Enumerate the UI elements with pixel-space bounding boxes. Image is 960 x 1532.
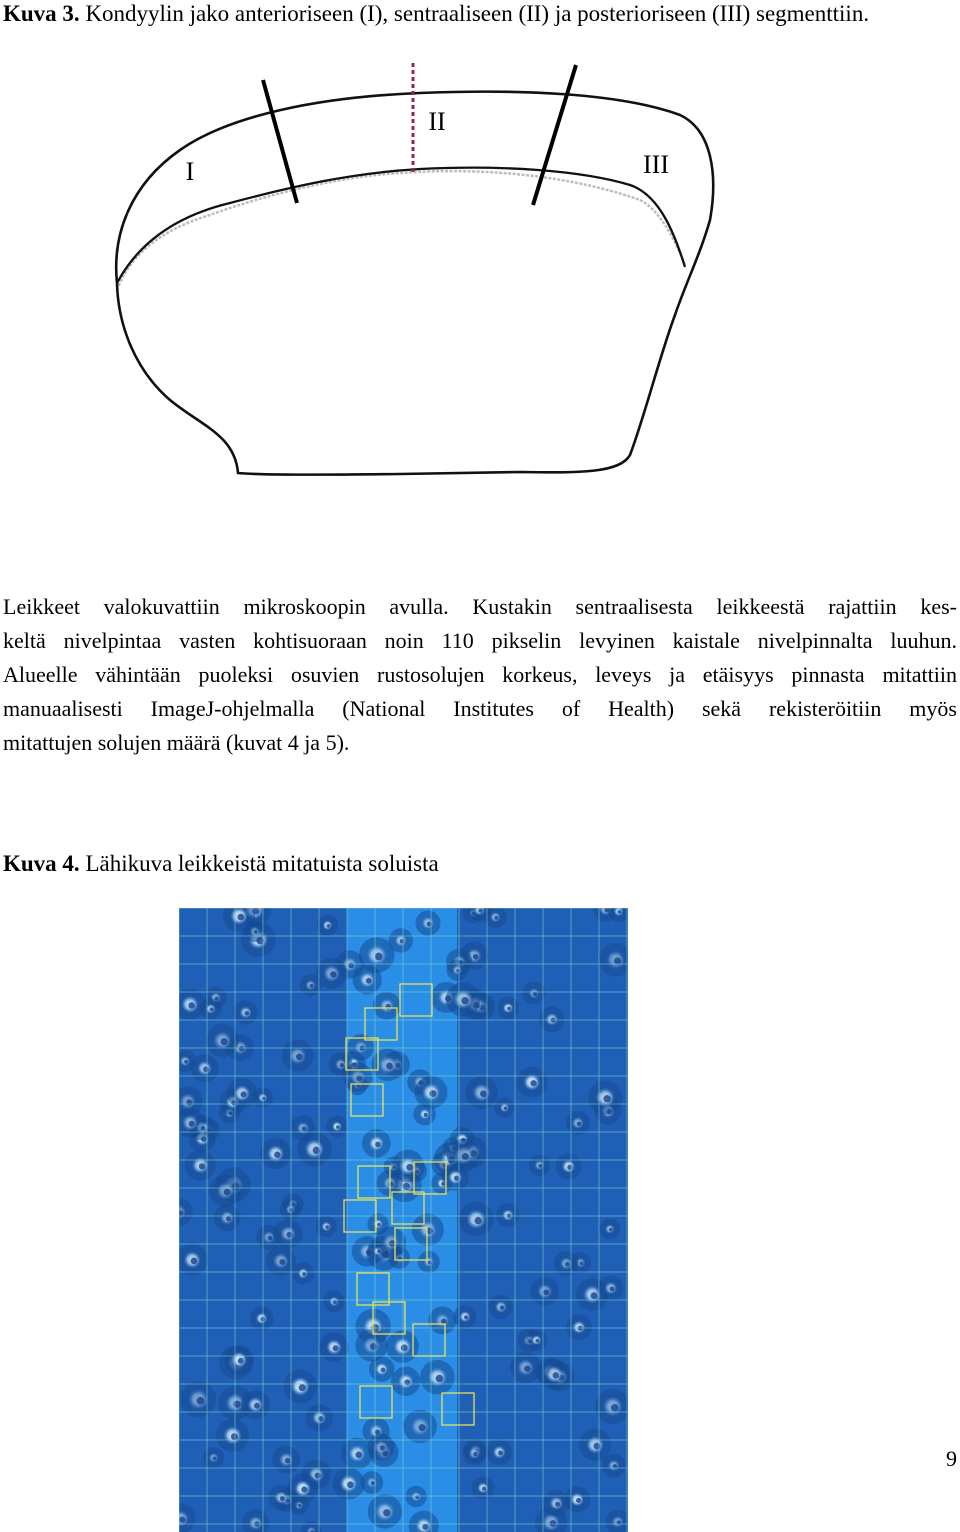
cell-nucleus bbox=[406, 1164, 413, 1171]
cell-nucleus bbox=[375, 1142, 381, 1148]
body-paragraph bbox=[3, 590, 957, 760]
cell-nucleus bbox=[333, 1300, 337, 1304]
cell-nucleus bbox=[237, 914, 244, 921]
cell-nucleus bbox=[179, 1517, 185, 1523]
cell-nucleus bbox=[356, 1451, 363, 1458]
cell-nucleus bbox=[221, 1038, 228, 1045]
cell-nucleus bbox=[401, 1344, 408, 1351]
cell-nucleus bbox=[315, 1472, 321, 1478]
cell-nucleus bbox=[464, 1315, 468, 1319]
paragraph-line: keltä nivelpintaa vasten kohtisuoraan noin 110 pikselin levyinen kaistale nivelpinnalta luuhun. bbox=[3, 628, 957, 653]
cell-nucleus bbox=[370, 1343, 377, 1350]
cell-nucleus bbox=[301, 1486, 307, 1492]
cell-nucleus bbox=[609, 1228, 613, 1232]
cell-nucleus bbox=[533, 992, 537, 996]
cell-nucleus bbox=[403, 1183, 410, 1190]
cell-nucleus bbox=[456, 969, 460, 973]
cell-nucleus bbox=[268, 1236, 273, 1241]
cell-nucleus bbox=[400, 939, 405, 944]
cartilage-surface-line bbox=[117, 171, 685, 290]
cell-nucleus bbox=[567, 1165, 572, 1170]
cell-nucleus bbox=[436, 1375, 443, 1382]
cell-nucleus bbox=[524, 1365, 530, 1371]
cell-nucleus bbox=[210, 1008, 214, 1012]
cell-nucleus bbox=[245, 1011, 250, 1016]
cell-nucleus bbox=[327, 924, 331, 928]
cell-nucleus bbox=[504, 1107, 507, 1110]
cell-nucleus bbox=[191, 1258, 198, 1265]
segment-label-2: II bbox=[428, 107, 446, 136]
cell-nucleus bbox=[296, 1054, 303, 1061]
cell-nucleus bbox=[494, 916, 498, 920]
boundary-line bbox=[117, 168, 685, 283]
cell-nucleus bbox=[386, 1063, 393, 1070]
cell-nucleus bbox=[576, 1498, 581, 1503]
cell-nucleus bbox=[274, 1152, 280, 1158]
figure-4-caption-text: Lähikuva leikkeistä mitatuista soluista bbox=[85, 851, 439, 876]
cell-nucleus bbox=[498, 1451, 503, 1456]
paragraph-line: manuaalisesti ImageJ-ohjelmalla (National Institutes of Health) sekä rekisteröitiin myös bbox=[3, 696, 957, 721]
cell-nucleus bbox=[610, 1287, 615, 1292]
cell-nucleus bbox=[375, 953, 383, 961]
segment-divider-3 bbox=[533, 65, 576, 205]
figure-3-label: Kuva 3. bbox=[3, 1, 80, 26]
cell-nucleus bbox=[565, 1262, 570, 1267]
microscope-cell-image bbox=[179, 908, 628, 1532]
cell-nucleus bbox=[480, 1090, 487, 1097]
figure-4-caption bbox=[3, 850, 439, 878]
cell-nucleus bbox=[239, 1046, 244, 1051]
cell-nucleus bbox=[310, 984, 314, 988]
cell-nucleus bbox=[330, 971, 336, 977]
segment-label-1: I bbox=[185, 157, 195, 186]
cell-nucleus bbox=[461, 997, 468, 1004]
cell-nucleus bbox=[199, 1163, 205, 1169]
cell-nucleus bbox=[348, 963, 354, 969]
figure-3-caption-text: Kondyylin jako anterioriseen (I), sentraaliseen (II) ja posterioriseen (III) segmenttiin. bbox=[85, 1, 870, 26]
cell-nucleus bbox=[302, 1127, 307, 1132]
paragraph-line: Leikkeet valokuvattiin mikroskoopin avulla. Kustakin sentraalisesta leikkeestä rajattiin kes- bbox=[3, 594, 957, 619]
cell-nucleus bbox=[422, 1524, 428, 1530]
cell-nucleus bbox=[189, 1121, 195, 1127]
cell-nucleus bbox=[224, 1189, 231, 1196]
cell-nucleus bbox=[280, 1496, 285, 1501]
cell-nucleus bbox=[473, 954, 479, 960]
cell-nucleus bbox=[333, 1345, 339, 1351]
cell-nucleus bbox=[298, 1504, 301, 1507]
cell-nucleus bbox=[226, 1216, 231, 1221]
cell-nucleus bbox=[241, 1091, 247, 1097]
cell-nucleus bbox=[299, 1384, 306, 1391]
cell-nucleus bbox=[254, 1403, 260, 1409]
cell-nucleus bbox=[336, 1125, 340, 1129]
cell-nucleus bbox=[231, 1433, 238, 1440]
cell-nucleus bbox=[197, 1397, 205, 1405]
cell-nucleus bbox=[611, 1404, 619, 1412]
cell-nucleus bbox=[254, 930, 258, 934]
cell-nucleus bbox=[604, 1095, 611, 1102]
cell-nucleus bbox=[473, 1452, 477, 1456]
cell-nucleus bbox=[507, 1007, 511, 1011]
cell-nucleus bbox=[325, 1225, 329, 1229]
cell-nucleus bbox=[279, 1259, 285, 1265]
cell-nucleus bbox=[262, 1097, 265, 1100]
cell-nucleus bbox=[285, 1458, 290, 1463]
segment-divider-1 bbox=[263, 80, 297, 203]
cell-nucleus bbox=[424, 1113, 428, 1117]
cell-nucleus bbox=[340, 1063, 344, 1067]
cell-nucleus bbox=[186, 1099, 192, 1105]
cell-nucleus bbox=[482, 1487, 486, 1491]
cell-nucleus bbox=[381, 1367, 386, 1372]
cell-nucleus bbox=[203, 1066, 209, 1072]
condyle-outline bbox=[116, 92, 713, 475]
cell-nucleus bbox=[380, 1445, 385, 1450]
cell-nucleus bbox=[371, 1481, 375, 1485]
cell-nucleus bbox=[238, 1358, 244, 1364]
cell-nucleus bbox=[462, 1153, 469, 1160]
condyle-segment-diagram bbox=[100, 55, 740, 495]
figure-4-label: Kuva 4. bbox=[3, 851, 80, 876]
cell-nucleus bbox=[347, 1481, 354, 1488]
cell-nucleus bbox=[555, 1502, 560, 1507]
cell-nucleus bbox=[614, 957, 621, 964]
cell-nucleus bbox=[500, 1305, 505, 1310]
cell-nucleus bbox=[213, 1457, 217, 1461]
paragraph-line: Alueelle vähintään puoleksi osuvien rustosolujen korkeus, leveys ja etäisyys pinnasta mitattiin bbox=[3, 662, 957, 687]
cell-nucleus bbox=[302, 1272, 306, 1276]
cell-nucleus bbox=[478, 908, 482, 912]
page-number: 9 bbox=[946, 1446, 957, 1471]
cell-nucleus bbox=[419, 1424, 426, 1431]
cell-nucleus bbox=[618, 910, 622, 914]
cell-nucleus bbox=[188, 1002, 195, 1009]
cell-nucleus bbox=[184, 1060, 188, 1064]
cell-nucleus bbox=[580, 1261, 584, 1265]
cell-nucleus bbox=[377, 1223, 381, 1227]
cell-nucleus bbox=[543, 1289, 549, 1295]
cell-nucleus bbox=[366, 978, 372, 984]
figure-3-caption bbox=[3, 0, 869, 28]
cell-nucleus bbox=[383, 1509, 390, 1516]
cell-nucleus bbox=[287, 1232, 293, 1238]
cell-nucleus bbox=[475, 1217, 482, 1224]
cell-nucleus bbox=[389, 1181, 394, 1186]
cell-nucleus bbox=[553, 1372, 559, 1378]
paragraph-line: mitattujen solujen määrä (kuvat 4 ja 5). bbox=[3, 730, 350, 755]
cell-nucleus bbox=[536, 1339, 540, 1343]
segment-label-3: III bbox=[643, 150, 669, 179]
cell-nucleus bbox=[530, 1080, 536, 1086]
cell-nucleus bbox=[539, 1164, 543, 1168]
cell-nucleus bbox=[591, 1292, 598, 1299]
cell-nucleus bbox=[577, 1122, 581, 1126]
